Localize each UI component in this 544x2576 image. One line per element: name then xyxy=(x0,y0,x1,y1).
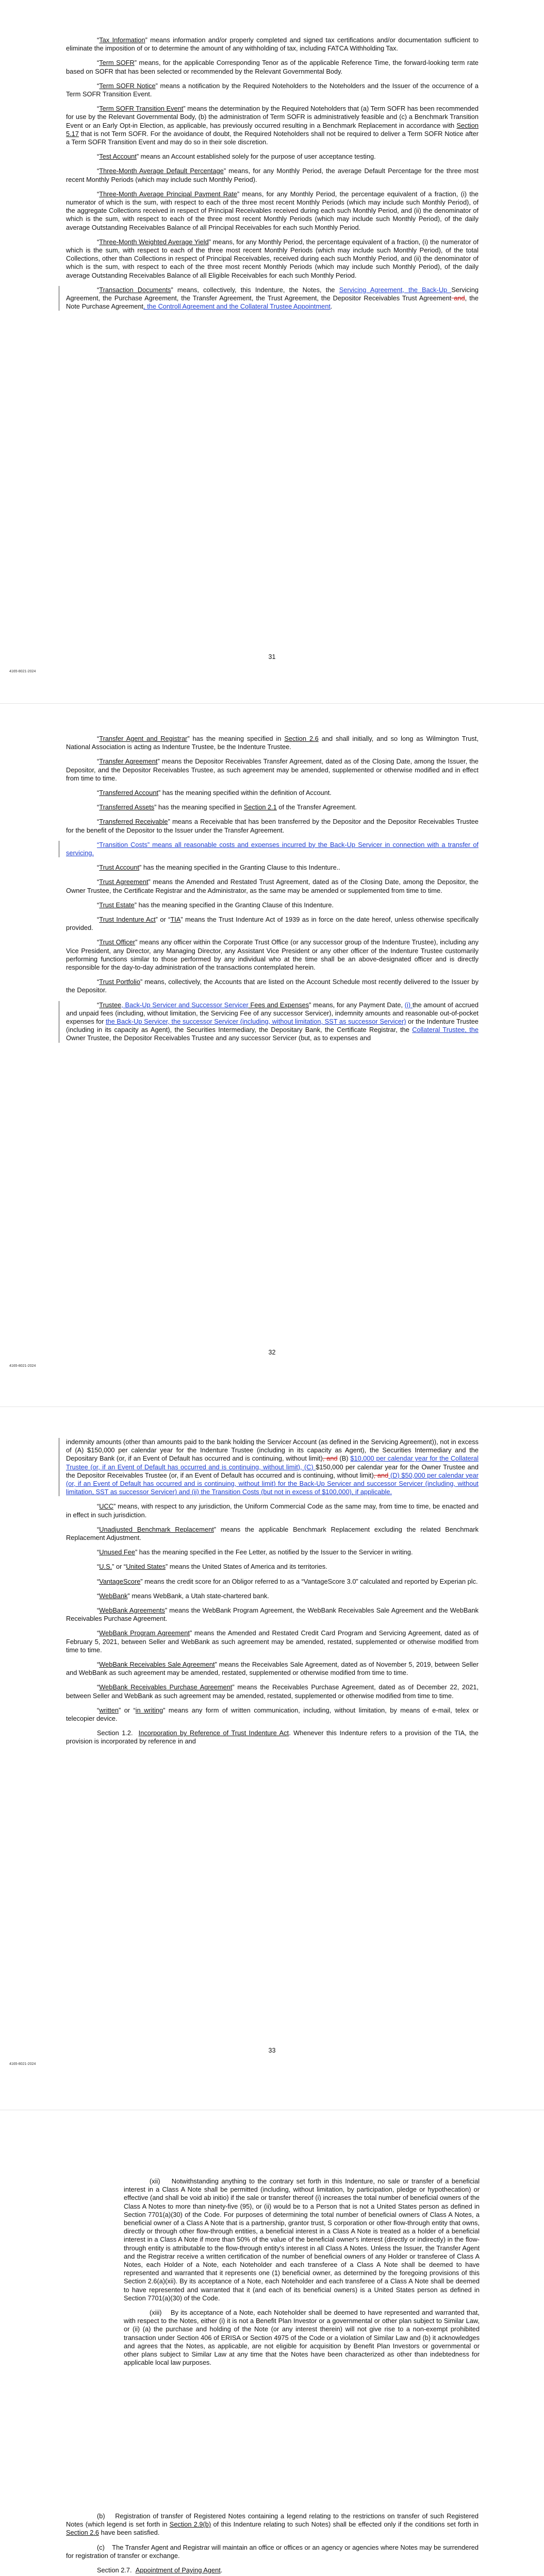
deleted-text: , and xyxy=(373,1471,389,1479)
defined-term: Transferred Receivable xyxy=(99,818,168,826)
definition-transaction-documents: “Transaction Documents” means, collectively, this Indenture, the Notes, the Servicing Agreement, the Back-Up Servicing Agreement, the Purchase Agreement, the Transfer Agreement, the Trust Agreement, the Depositor Receivables Trust Agreement and, the Note Purchase Agreement, the Controll Agreement and the Collateral Trustee Appointment. xyxy=(66,285,479,311)
definition-webbank-sale-agreement: “WebBank Receivables Sale Agreement” means the Receivables Sale Agreement, dated as of November 5, 2019, between Seller and WebBank as such agreement may be amended, restated, supplemented or otherwise modified from time to time. xyxy=(66,1660,479,1677)
defined-term: Transferred Assets xyxy=(99,803,155,811)
inserted-text: $10,000 per calendar year for the Collateral Trustee (or, if an Event of Default has occurred and is continuing, without limit), (C) xyxy=(66,1454,479,1471)
defined-term: Three-Month Average Principal Payment Rate xyxy=(99,190,237,198)
clause-label: (c) xyxy=(97,2543,105,2551)
defined-term: Trust Indenture Act xyxy=(99,916,156,924)
section-label: Section 2.7. xyxy=(97,2566,132,2574)
definition-three-month-payment-rate: “Three-Month Average Principal Payment Rate” means, for any Monthly Period, the percentage equivalent of a fraction, (i) the numerator of which is the sum, with respect to each of the three most recent Monthly Periods (which may include such Monthly Period), of the aggregate Collections received in respect of Principal Receivables received during each such Monthly Period, and (ii) the denominator of which is the sum, with respect to each of the three most recent Monthly Periods (which may include such Monthly Period), of the daily average Outstanding Receivables Balance of all Principal Receivables for each such Monthly Period. xyxy=(66,190,479,231)
defined-term: WebBank Receivables Sale Agreement xyxy=(99,1660,215,1669)
defined-term: WebBank Program Agreement xyxy=(99,1629,190,1637)
defined-term: UCC xyxy=(99,1502,113,1511)
section-2-7: Section 2.7. Appointment of Paying Agent. xyxy=(97,2566,223,2574)
definition-transferred-assets: “Transferred Assets” has the meaning specified in Section 2.1 of the Transfer Agreement. xyxy=(97,803,357,811)
section-reference: Section 2.6 xyxy=(66,2529,100,2537)
section-label: Section 1.2. xyxy=(97,1729,133,1737)
defined-term: Fees and Expenses xyxy=(248,1001,309,1009)
defined-term: Transferred Account xyxy=(99,789,159,797)
defined-term: WebBank Receivables Purchase Agreement xyxy=(99,1683,233,1691)
defined-term: Transfer Agreement xyxy=(99,757,158,766)
definition-trustee-fees: “Trustee, Back-Up Servicer and Successor Servicer Fees and Expenses” means, for any Payment Date, (i) the amount of accrued and unpaid fees (including, without limitation, the Servicing Fee of any successor Servicer), indemnity amounts and reasonable out-of-pocket expenses for the Back-Up Servicer, the successor Servicer (including, without limitation, SST as successor Servicer) or the Indenture Trustee (including in its capacity as Agent), the Securities Intermediary, the Depositary Bank, the Certificate Registrar, the Collateral Trustee, the Owner Trustee, the Depositor Receivables Trustee and any successor Servicer (but, as to expenses and xyxy=(66,1001,479,1042)
section-reference: Section 2.1 xyxy=(243,803,277,811)
defined-term: VantageScore xyxy=(99,1577,141,1585)
defined-term: Trust Portfolio xyxy=(99,978,140,986)
section-heading: Incorporation by Reference of Trust Indenture Act xyxy=(138,1729,289,1737)
definition-webbank-agreements: “WebBank Agreements” means the WebBank Program Agreement, the WebBank Receivables Sale Agreement and the WebBank Receivables Purchase Agreement. xyxy=(66,1606,479,1623)
document-id: 4165-8021-2024 xyxy=(9,1364,36,1368)
defined-term: Three-Month Average Default Percentage xyxy=(99,167,224,175)
inserted-text: (D) $50,000 per calendar year (or, if an Event of Default has occurred and is continuing, without limit) for the Back-Up Servicer and successor Servicer (including, without limitation, SST as successor Servicer) and (ii) the Transition Costs (but not in excess of $100,000), if applicable. xyxy=(66,1471,479,1496)
definition-transition-costs xyxy=(66,841,479,857)
page-number: 31 xyxy=(268,653,276,660)
defined-term: U.S. xyxy=(99,1563,112,1571)
inserted-text: (i) xyxy=(404,1001,413,1009)
inserted-text: , the Controll Agreement and the Collateral Trustee Appointment xyxy=(143,302,331,311)
defined-term: Test Account xyxy=(99,152,137,161)
definition-trust-estate: “Trust Estate” has the meaning specified in the Granting Clause of this Indenture. xyxy=(97,901,334,909)
page-33 xyxy=(0,1406,544,2110)
defined-term: Term SOFR xyxy=(99,59,135,67)
page-33-content xyxy=(66,1438,479,1752)
defined-term: Unused Fee xyxy=(99,1548,135,1556)
page-number: 32 xyxy=(268,1349,276,1356)
definition-us: “U.S.” or “United States” means the United States of America and its territories. xyxy=(97,1563,327,1571)
defined-term: Transaction Documents xyxy=(99,285,171,294)
clause-b: (b) Registration of transfer of Registered Notes containing a legend relating to the restrictions on transfer of such Registered Notes (which legend is set forth in Section 2.9(b) of this Indenture relating to such Notes) shall be effected only if the conditions set forth in Section 2.6 have been satisfied. xyxy=(66,2512,479,2537)
defined-term: WebBank xyxy=(99,1591,128,1600)
clause-c: (c) The Transfer Agent and Registrar will maintain an office or offices or an agency or agencies where Notes may be surrendered for registration of transfer or exchange. xyxy=(66,2543,479,2560)
defined-term: written xyxy=(99,1706,119,1714)
definition-transfer-agreement: “Transfer Agreement” means the Depositor Receivables Transfer Agreement, dated as of the Closing Date, among the Issuer, the Depositor, and the Depositor Receivables Trustee, as such agreement may be amended, supplemented or otherwise modified and in effect from time to time. xyxy=(66,757,479,782)
definition-test-account: “Test Account” means an Account established solely for the purpose of user acceptance testing. xyxy=(97,152,376,161)
definition-ucc: “UCC” means, with respect to any jurisdiction, the Uniform Commercial Code as the same may, from time to time, be enacted and in effect in such jurisdiction. xyxy=(66,1502,479,1519)
definition-trust-portfolio: “Trust Portfolio” means, collectively, the Accounts that are listed on the Account Schedule most recently delivered to the Issuer by the Depositor. xyxy=(66,978,479,994)
defined-term: Term SOFR Transition Event xyxy=(99,105,184,113)
clause-xii: (xii) Notwithstanding anything to the contrary set forth in this Indenture, no sale or transfer of a beneficial interest in a Class A Note shall be permitted (including, without limitation, by participation, pledge or hypothecation) or effective (and shall be void ab initio) if the sale or transfer thereof (i) increases the total number of beneficial owners of the Class A Notes to more than ninety-five (95), or (ii) would be to a Person that is not a United States person as defined in Section 7701(a)(30) of the Code. For purposes of determining the total number of beneficial owners of Class A Notes, a beneficial owner of a Class A Note that is a partnership, grantor trust, S corporation or other flow-through entity that owns, directly or through other flow-through entities, a beneficial interest in a Class A Note is treated as a holder of a beneficial interest in a Class A Note if more than 50% of the value of the beneficial owner's interest (directly or indirectly) in the flow-through entity is attributable to the flow-through entity's interest in all Class A Notes. Unless the Issuer, the Transfer Agent and the Registrar receive a written certification of the number of beneficial owners of any Holder or transferee of Class A Notes, each Holder of a Note, each Noteholder and each transferee of a Class A Note shall be deemed to have represented and warranted that it represents one (1) beneficial owner, as determined by the foregoing provisions of this Section 2.6(a)(xii). By its acceptance of a Note, each Noteholder and each transferee of a Class A Note shall be deemed to have represented and warranted that it (and each of its beneficial owners) is a United States person as defined in Section 7701(a)(30) of the Code. xyxy=(124,2177,480,2302)
defined-term: Trust Account xyxy=(99,863,140,872)
inserted-text: “Transition Costs” means all reasonable costs and expenses incurred by the Back-Up Servicer in connection with a transfer of servicing. xyxy=(66,840,479,857)
defined-term: Trust Officer xyxy=(99,938,136,946)
deleted-text: and xyxy=(451,294,465,302)
definition-unused-fee: “Unused Fee” has the meaning specified in the Fee Letter, as notified by the Issuer to the Servicer in writing. xyxy=(97,1548,413,1556)
definition-webbank-purchase-agreement: “WebBank Receivables Purchase Agreement” means the Receivables Purchase Agreement, dated as of December 22, 2021, between Seller and WebBank as such agreement may be amended, restated, supplemented or otherwise modified from time to time. xyxy=(66,1683,479,1700)
definition-term-sofr-notice: “Term SOFR Notice” means a notification by the Required Noteholders to the Noteholders and the Issuer of the occurrence of a Term SOFR Transition Event. xyxy=(66,81,479,98)
page-number: 33 xyxy=(268,2047,276,2054)
definition-written: “written” or “in writing” means any form of written communication, including, without limitation, by means of e-mail, telex or telecopier device. xyxy=(66,1706,479,1723)
defined-term: Transfer Agent and Registrar xyxy=(99,735,188,742)
definition-transferred-account: “Transferred Account” has the meaning specified within the definition of Account. xyxy=(97,789,332,797)
defined-term: Unadjusted Benchmark Replacement xyxy=(99,1525,214,1533)
page-31-content xyxy=(66,36,479,317)
page-39 xyxy=(0,2110,544,2576)
section-heading: Appointment of Paying Agent xyxy=(135,2566,221,2574)
clause-xiii: (xiii) By its acceptance of a Note, each Noteholder shall be deemed to have represented and warranted that, with respect to the Notes, either (i) it is not a Benefit Plan Investor or a governmental or other plan subject to Similar Law, or (ii) (a) the purchase and holding of the Note (or any interest therein) will not give rise to a non-exempt prohibited transaction under Section 406 of ERISA or Section 4975 of the Code or a violation of Similar Law and (b) it acknowledges and agrees that the Notes, as applicable, are not eligible for acquisition by Benefit Plan Investors or governmental or other plans subject to Similar Law at any time that the Notes have been characterized as other than indebtedness for applicable local law purposes. xyxy=(124,2309,480,2367)
definition-trust-agreement: “Trust Agreement” means the Amended and Restated Trust Agreement, dated as of the Closing Date, among the Depositor, the Owner Trustee, the Certificate Registrar and the Administrator, as the same may be amended or supplemented from time to time. xyxy=(66,878,479,894)
document-id: 4165-8021-2024 xyxy=(9,2062,36,2066)
defined-term: United States xyxy=(126,1563,166,1571)
defined-term: Three-Month Weighted Average Yield xyxy=(99,238,209,246)
inserted-text: Collateral Trustee, the xyxy=(412,1026,479,1034)
definition-webbank: “WebBank” means WebBank, a Utah state-chartered bank. xyxy=(97,1591,269,1600)
section-reference: Section 2.6 xyxy=(284,735,319,742)
defined-term: Trustee xyxy=(99,1001,122,1009)
page-31 xyxy=(0,0,544,703)
clause-label: (xiii) xyxy=(150,2309,162,2317)
defined-term: Trust Estate xyxy=(99,901,135,909)
definition-trustee-fees-continued: indemnity amounts (other than amounts paid to the bank holding the Servicer Account (as defined in the Servicing Agreement)), not in excess of (A) $150,000 per calendar year for the Indenture Trustee (including in its capacity as Agent), the Securities Intermediary and the Depositary Bank (or, if an Event of Default has occurred and is continuing, without limit), and (B) $10,000 per calendar year for the Collateral Trustee (or, if an Event of Default has occurred and is continuing, without limit), (C) $150,000 per calendar year for the Owner Trustee and the Depositor Receivables Trustee (or, if an Event of Default has occurred and is continuing, without limit), and (D) $50,000 per calendar year (or, if an Event of Default has occurred and is continuing, without limit) for the Back-Up Servicer and successor Servicer (including, without limitation, SST as successor Servicer) and (ii) the Transition Costs (but not in excess of $100,000), if applicable. xyxy=(66,1438,479,1496)
definition-three-month-yield: “Three-Month Weighted Average Yield” means, for any Monthly Period, the percentage equivalent of a fraction, (i) the numerator of which is the sum, with respect to each of the three most recent Monthly Periods (which may include such Monthly Period), of the total Collections, other than Collections in respect of Principal Receivables, received during each such Monthly Period, and (ii) the denominator of which is the sum, with respect to each of the three most recent Monthly Periods (which may include such Monthly Period), of the daily average Outstanding Receivables Balance of all Eligible Receivables for each such Monthly Period. xyxy=(66,238,479,279)
defined-term: in writing xyxy=(135,1706,163,1714)
defined-term: Term SOFR Notice xyxy=(99,81,156,90)
defined-term: WebBank Agreements xyxy=(99,1606,165,1615)
clause-label: (xii) xyxy=(150,2177,160,2185)
definition-trust-account: “Trust Account” has the meaning specified in the Granting Clause to this Indenture.. xyxy=(97,863,340,872)
page-39-content-lower xyxy=(66,2512,479,2576)
clause-label: (b) xyxy=(97,2512,105,2520)
definition-term-sofr: “Term SOFR” means, for the applicable Corresponding Tenor as of the applicable Reference Time, the forward-looking term rate based on SOFR that has been selected or recommended by the Relevant Governmental Body. xyxy=(66,59,479,75)
definition-tax-information: “Tax Information” means information and/or properly completed and signed tax certifications and/or documentation sufficient to eliminate the imposition of or to determine the amount of any withholding of tax, including FATCA Withholding Tax. xyxy=(66,36,479,53)
definition-transfer-agent: “Transfer Agent and Registrar” has the meaning specified in Section 2.6 and shall initially, and so long as Wilmington Trust, National Association is acting as Indenture Trustee, be the Indenture Trustee. xyxy=(66,735,479,751)
definition-transferred-receivable: “Transferred Receivable” means a Receivable that has been transferred by the Depositor and the Depositor Receivables Trustee for the benefit of the Depositor to the Issuer under the Transfer Agreement. xyxy=(66,818,479,834)
section-reference: Section 2.9(b) xyxy=(169,2520,211,2529)
inserted-text: Servicing Agreement, the Back-Up xyxy=(339,285,452,294)
definition-vantagescore: “VantageScore” means the credit score for an Obligor referred to as a “VantageScore 3.0” calculated and reported by Experian plc. xyxy=(97,1577,478,1585)
definition-webbank-program-agreement: “WebBank Program Agreement” means the Amended and Restated Credit Card Program and Servicing Agreement, dated as of February 5, 2021, between Seller and WebBank as such agreement may be amended, restated, supplemented or otherwise modified from time to time. xyxy=(66,1629,479,1654)
definition-unadjusted-benchmark: “Unadjusted Benchmark Replacement” means the applicable Benchmark Replacement excluding the related Benchmark Replacement Adjustment. xyxy=(66,1525,479,1542)
page-32-content xyxy=(66,735,479,1049)
page-32 xyxy=(0,703,544,1407)
document-id: 4165-8021-2024 xyxy=(9,670,36,673)
defined-term: Tax Information xyxy=(99,36,145,44)
defined-term: TIA xyxy=(170,916,181,924)
definition-trust-officer: “Trust Officer” means any officer within the Corporate Trust Office (or any successor group of the Indenture Trustee), including any Vice President, any Director, any Managing Director, any Assistant Vice President or any other officer of the Indenture Trustee customarily performing functions similar to those performed by any individual who at the time shall be an above-designated officer and is directly responsible for the day-to-day administration of the transactions contemplated herein. xyxy=(66,938,479,972)
inserted-text: the Back-Up Servicer, the successor Servicer (including, without limitation, SST as successor Servicer) xyxy=(106,1018,406,1026)
deleted-text: , and xyxy=(322,1454,338,1463)
section-1-2: Section 1.2. Incorporation by Reference of Trust Indenture Act. Whenever this Indenture refers to a provision of the TIA, the provision is incorporated by reference in and xyxy=(66,1729,479,1745)
definition-three-month-default: “Three-Month Average Default Percentage” means, for any Monthly Period, the average Default Percentage for the three most recent Monthly Periods (which may include such Monthly Period). xyxy=(66,167,479,183)
page-39-content xyxy=(124,2177,480,2373)
section-reference: Section 5.17 xyxy=(66,121,479,138)
definition-term-sofr-transition-event: “Term SOFR Transition Event” means the determination by the Required Noteholders that (a) Term SOFR has been recommended for use by the Relevant Governmental Body, (b) the administration of Term SOFR is administratively feasible and (c) a Benchmark Transition Event or an Early Opt-in Election, as applicable, has previously occurred resulting in a Benchmark Replacement in accordance with Section 5.17 that is not Term SOFR. For the avoidance of doubt, the Required Noteholders shall not be required to deliver a Term SOFR Notice after a Term SOFR Transition Event and may do so in their sole discretion. xyxy=(66,105,479,146)
definition-trust-indenture-act: “Trust Indenture Act” or “TIA” means the Trust Indenture Act of 1939 as in force on the date hereof, unless otherwise specifically provided. xyxy=(66,916,479,932)
inserted-text: , Back-Up Servicer and Successor Servicer xyxy=(121,1001,249,1009)
defined-term: Trust Agreement xyxy=(99,878,149,886)
